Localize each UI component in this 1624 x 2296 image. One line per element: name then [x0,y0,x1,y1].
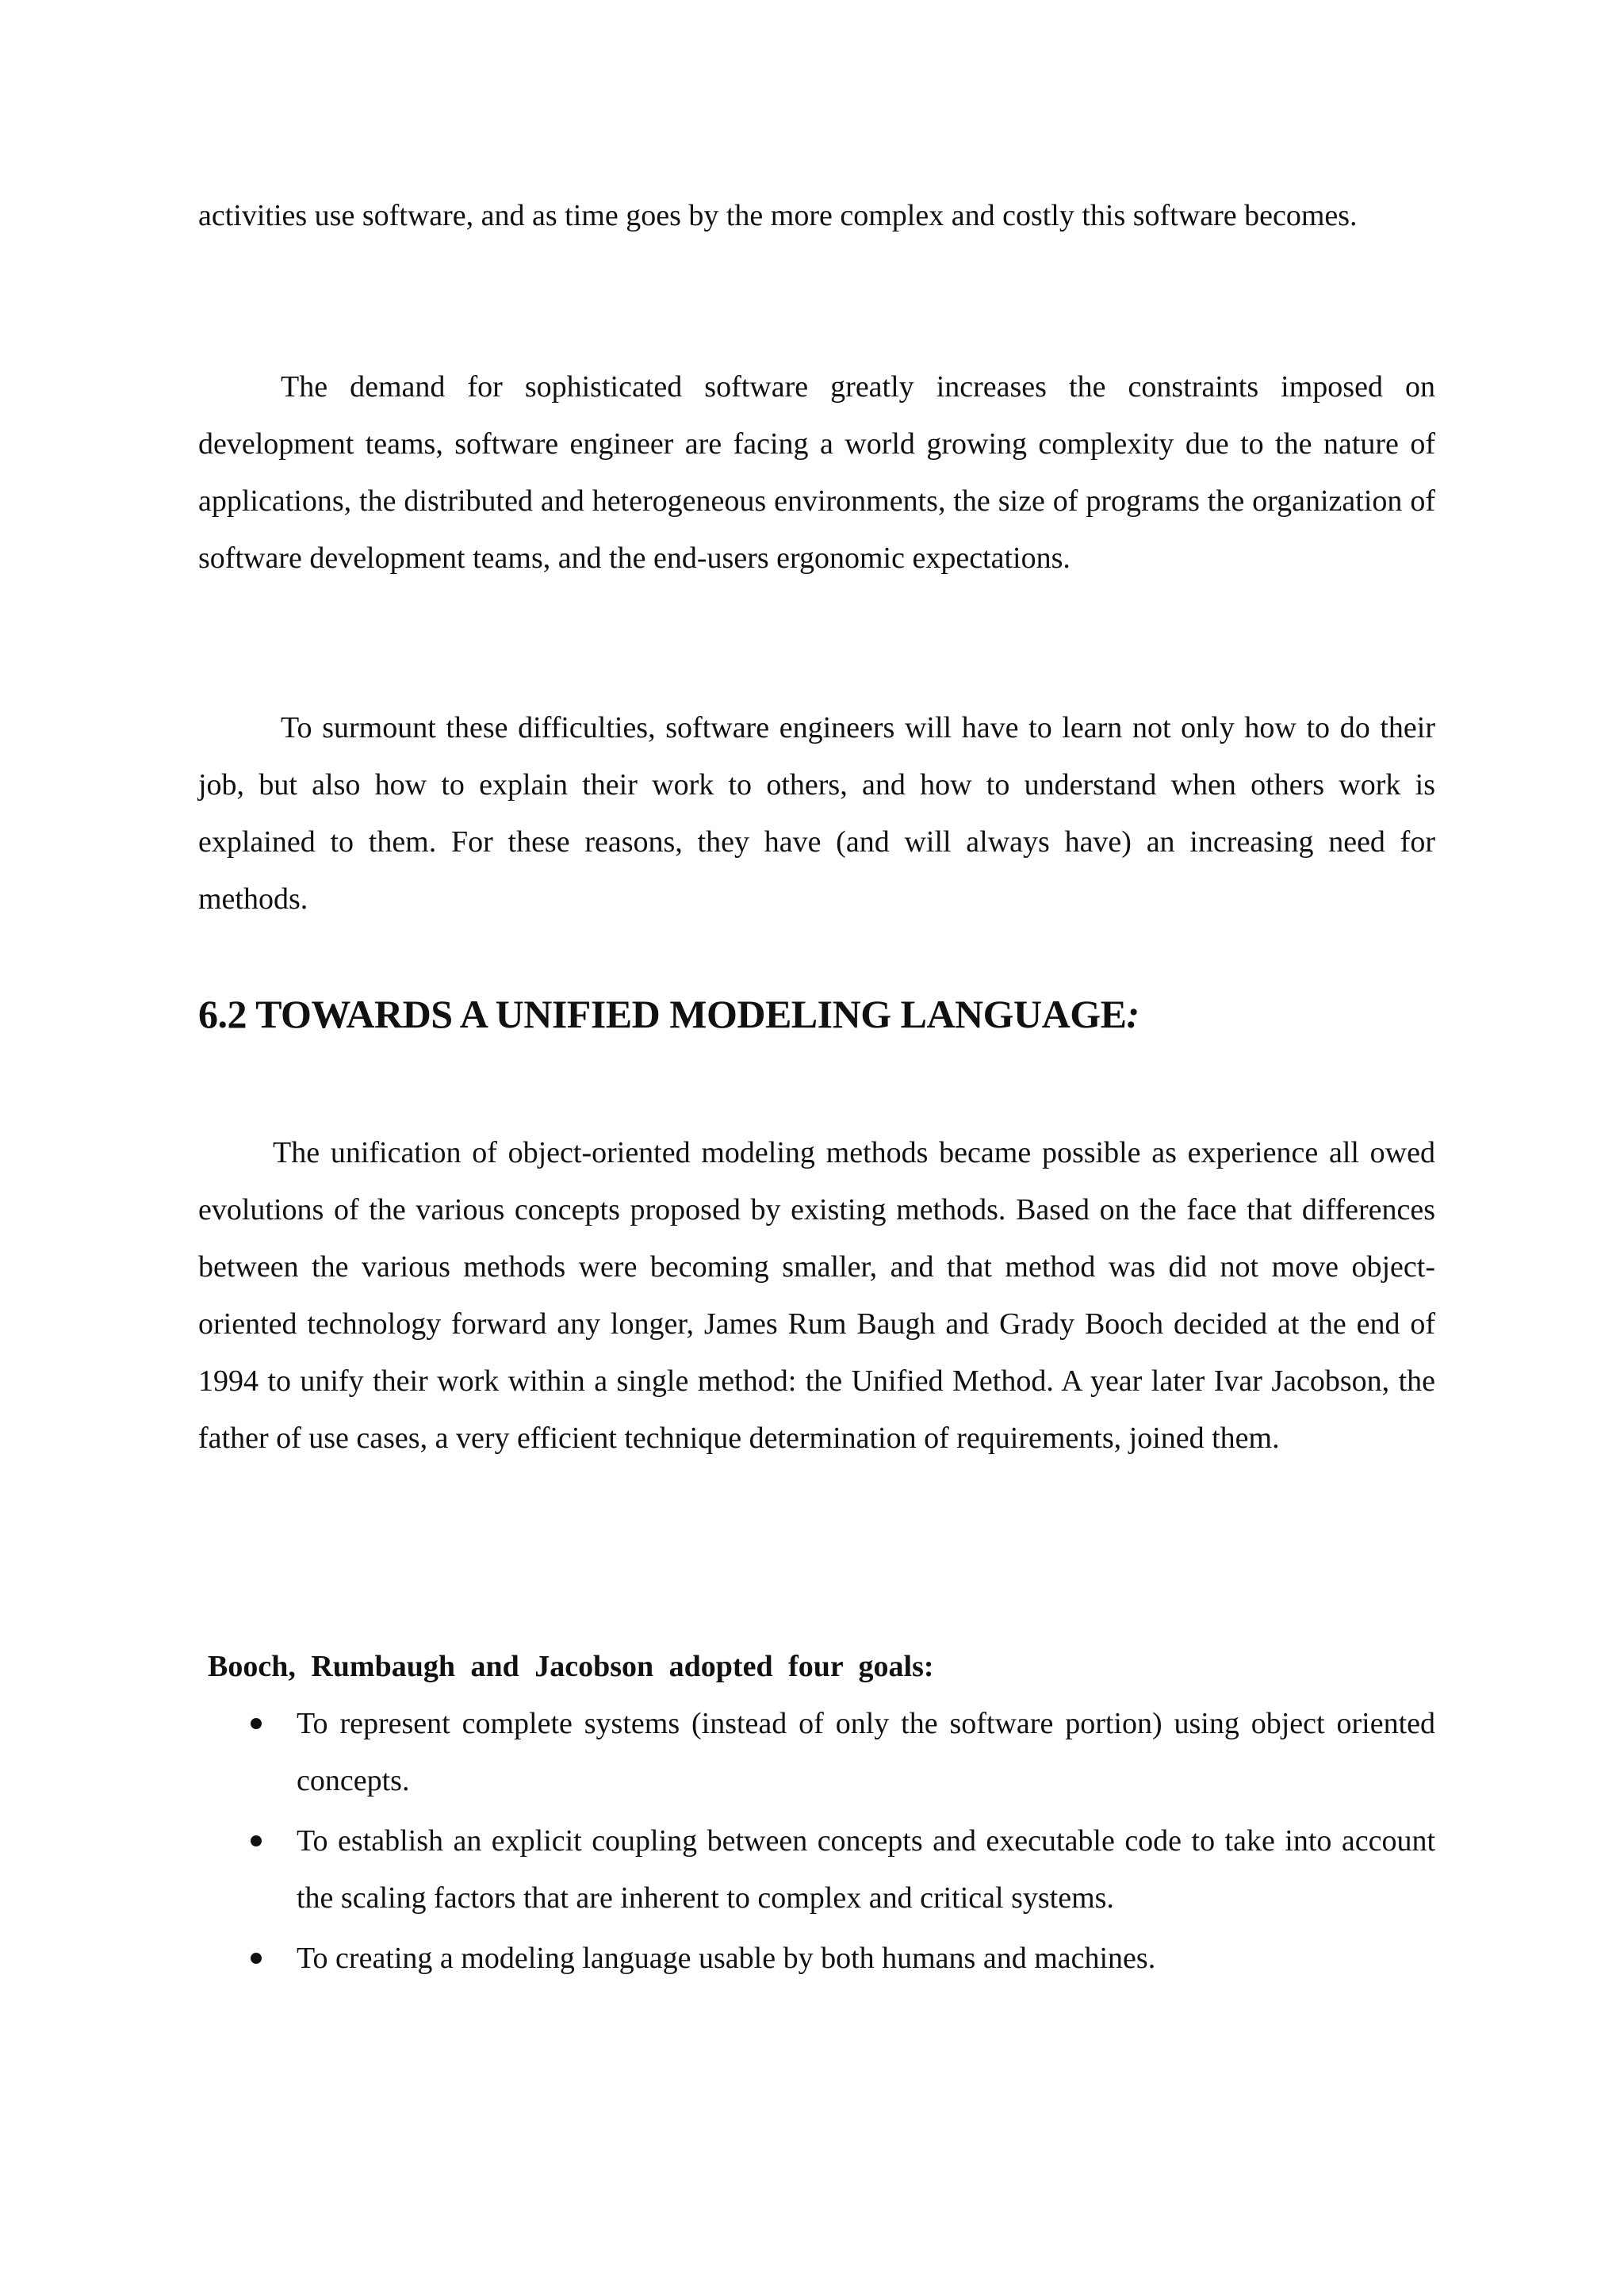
section-heading-text: 6.2 TOWARDS A UNIFIED MODELING LANGUAGE [198,992,1127,1036]
section-heading [198,991,1139,1037]
goal-item [198,1812,1435,1927]
goal-item [198,1930,1435,1987]
goals-list [198,1695,1435,1990]
goal-text: To represent complete systems (instead of only the software portion) using object oriented concepts. [297,1707,1435,1797]
goal-text: To creating a modeling language usable by both humans and machines. [297,1942,1156,1975]
paragraph-unification: The unification of object-oriented modeling methods became possible as experience all owed evolutions of the various concepts proposed by existing methods. Based on the face that differences between the various methods were becoming smaller, and that method was did not move object-oriented technology forward any longer, James Rum Baugh and Grady Booch decided at the end of 1994 to unify their work within a single method: the Unified Method. A year later Ivar Jacobson, the father of use cases, a very efficient technique determination of requirements, joined them. [198,1136,1435,1455]
paragraph-demand: The demand for sophisticated software greatly increases the constraints imposed on development teams, software engineer are facing a world growing complexity due to the nature of applications, the distributed and heterogeneous environments, the size of programs the organization of software development teams, and the end-users ergonomic expectations. [198,370,1435,575]
goal-text: To establish an explicit coupling between concepts and executable code to take into account the scaling factors that are inherent to complex and critical systems. [297,1824,1435,1915]
paragraph-continued: activities use software, and as time goes by the more complex and costly this software becomes. [198,199,1358,232]
goals-intro: Booch, Rumbaugh and Jacobson adopted four goals: [208,1650,934,1683]
bullet-icon [251,1718,262,1729]
bullet-icon [251,1835,262,1846]
bullet-icon [251,1953,262,1964]
goal-item [198,1695,1435,1809]
paragraph-surmount: To surmount these difficulties, software engineers will have to learn not only how to do their job, but also how to explain their work to others, and how to understand when others work is explained to them. For these reasons, they have (and will always have) an increasing need for methods. [198,711,1435,916]
section-heading-colon: : [1126,992,1139,1036]
